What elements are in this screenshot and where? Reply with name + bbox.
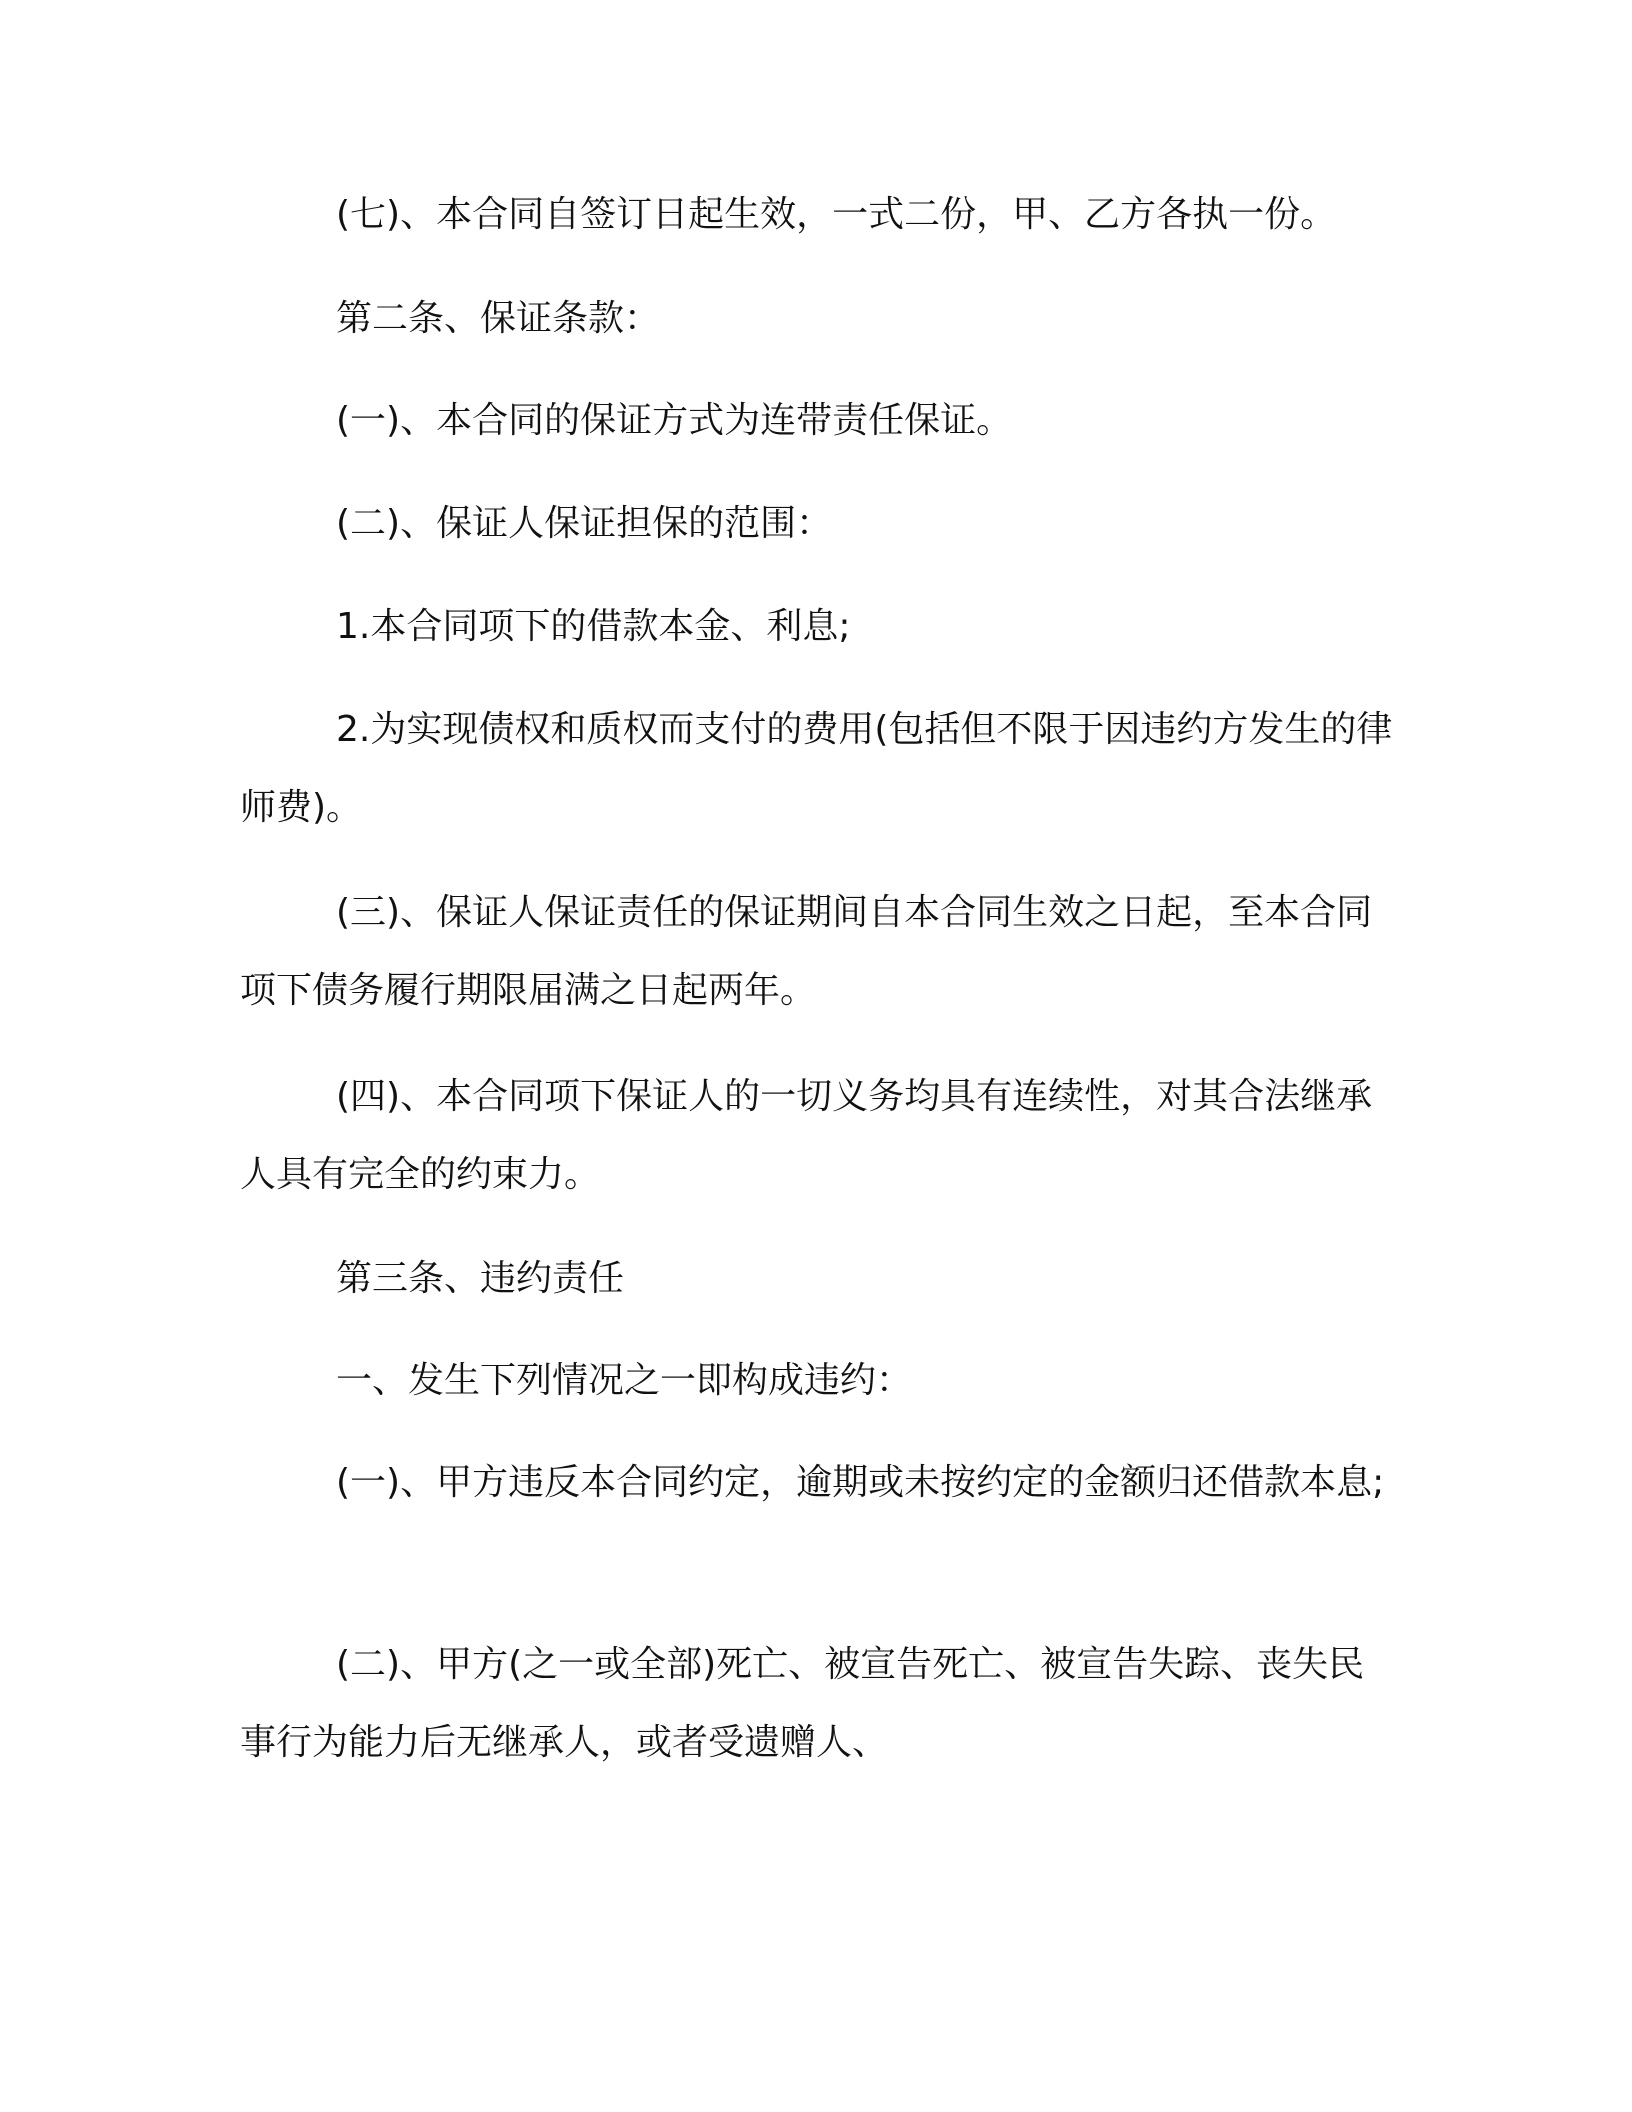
paragraph-7-effective: (七)、本合同自签订日起生效，一式二份，甲、乙方各执一份。 [336,194,1337,235]
heading-article-3: 第三条、违约责任 [336,1258,625,1299]
paragraph-guarantee-method: (一)、本合同的保证方式为连带责任保证。 [336,400,1013,441]
list-item-expenses: 2.为实现债权和质权而支付的费用(包括但不限于因违约方发生的律师费)。 [240,709,1393,828]
paragraph-obligations-continuity: (四)、本合同项下保证人的一切义务均具有连续性，对其合法继承人具有完全的约束力。 [240,1076,1373,1195]
paragraph-breach-repayment: (一)、甲方违反本合同约定，逾期或未按约定的金额归还借款本息; [336,1462,1385,1503]
paragraph-guarantee-scope: (二)、保证人保证担保的范围： [336,503,833,544]
paragraph-breach-death: (二)、甲方(之一或全部)死亡、被宣告死亡、被宣告失踪、丧失民事行为能力后无继承人，或者受遗赠人、 [240,1644,1365,1763]
list-item-principal-interest: 1.本合同项下的借款本金、利息; [336,606,851,647]
heading-article-2: 第二条、保证条款： [336,298,661,339]
paragraph-breach-conditions: 一、发生下列情况之一即构成违约： [336,1360,913,1401]
paragraph-guarantee-period: (三)、保证人保证责任的保证期间自本合同生效之日起，至本合同项下债务履行期限届满之日起两年。 [240,892,1373,1011]
